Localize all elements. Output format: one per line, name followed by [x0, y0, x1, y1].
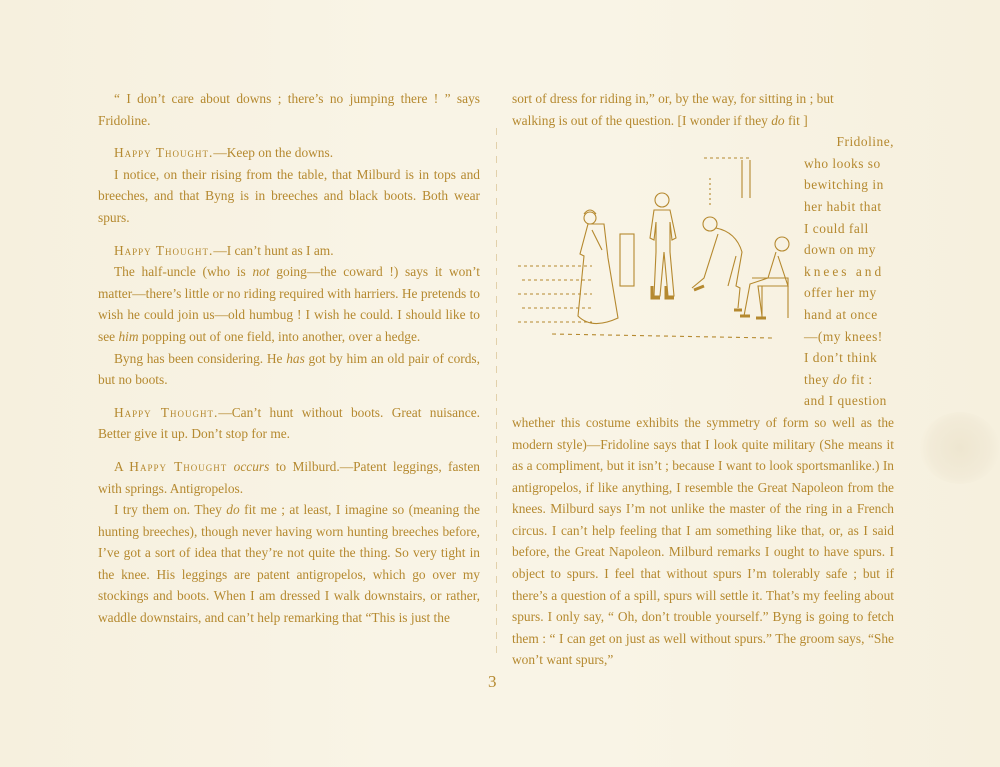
paragraph: I try them on. They do fit me ; at least, I imagine so (meaning the hunting breeches), though never having worn hunting breeches before, I’ve got a sort of idea that they’re not quite the thing. So very tight in the knee. His leggings are patent antigropelos, which go over my stockings and boots. When I am dressed I walk downstairs, or rather, waddle downstairs, and can’t help remarking that “This is just the — [98, 502, 480, 626]
paragraph: The half-uncle (who is not going—the coward !) says it won’t matter—there’s little or no riding required with harriers. He pretends to wish he could join us—old humbug ! I wish he could. I should like to see him popping out of one field, into another, over a hedge. — [98, 264, 481, 344]
text-line: her habit that — [804, 198, 882, 214]
text-line: walking is out of the question. [I wonder if they do fit ] — [512, 112, 808, 128]
paper-stain — [920, 412, 1000, 484]
text-line: Fridoline, — [836, 134, 894, 150]
paragraph: A Happy Thought occurs to Milburd.—Patent leggings, fasten with springs. Antigropelos. — [98, 458, 480, 496]
paragraph: Happy Thought.—Keep on the downs. — [114, 145, 334, 161]
paragraph: whether this costume exhibits the symmetry of form so well as the modern style)—Fridoline says that I look quite military (She means it as a compliment, but it isn’t ; because I want to look sportsmanlike.) In antigropelos, if like anything, I resemble the Great Napoleon from the knees. Milburd says I’m not unlike the master of the ring in a French circus. I can’t help feeling that I am something like that, or, as I said before, the Great Napoleon. Milburd remarks I ought to have spurs. I object to spurs. I feel that without spurs I’m tolerably safe ; but if there’s a question of a spill, spurs will settle it. That’s my feeling about spurs. I only say, “ Oh, don’t trouble yourself.” Byng is going to fetch them : “ I can get on just as well without spurs.” The groom says, “She won’t want spurs,” — [512, 414, 894, 668]
text-line: they do fit : — [804, 371, 873, 387]
page-number: 3 — [488, 672, 497, 691]
text-line: —(my knees! — [804, 328, 883, 344]
text-line: who looks so — [804, 155, 881, 171]
paragraph: Happy Thought.—Can’t hunt without boots. Great nuisance. Better give it up. Don’t stop for me. — [98, 404, 480, 442]
text-line: I could fall — [804, 220, 869, 236]
paragraph: Happy Thought.—I can’t hunt as I am. — [114, 242, 334, 258]
left-column — [98, 88, 480, 629]
paragraph: Byng has been considering. He has got by him an old pair of cords, but no boots. — [98, 350, 480, 388]
text-line: hand at once — [804, 306, 878, 322]
wrapped-text — [512, 131, 894, 412]
column-divider — [496, 128, 497, 658]
text-line: and I question — [804, 393, 887, 409]
text-line: down on my — [804, 242, 876, 258]
text-line: offer her my — [804, 285, 877, 301]
right-column — [512, 88, 894, 671]
paragraph: I notice, on their rising from the table, that Milburd is in tops and breeches, and that Byng is in breeches and black boots. Both wear spurs. — [98, 166, 480, 225]
text-line: sort of dress for riding in,” or, by the way, for sitting in ; but — [512, 91, 834, 106]
paragraph: “ I don’t care about downs ; there’s no jumping there ! ” says Fridoline. — [98, 91, 480, 128]
text-line: knees and — [804, 263, 885, 279]
text-line: I don’t think — [804, 350, 878, 366]
text-line: bewitching in — [804, 177, 884, 193]
